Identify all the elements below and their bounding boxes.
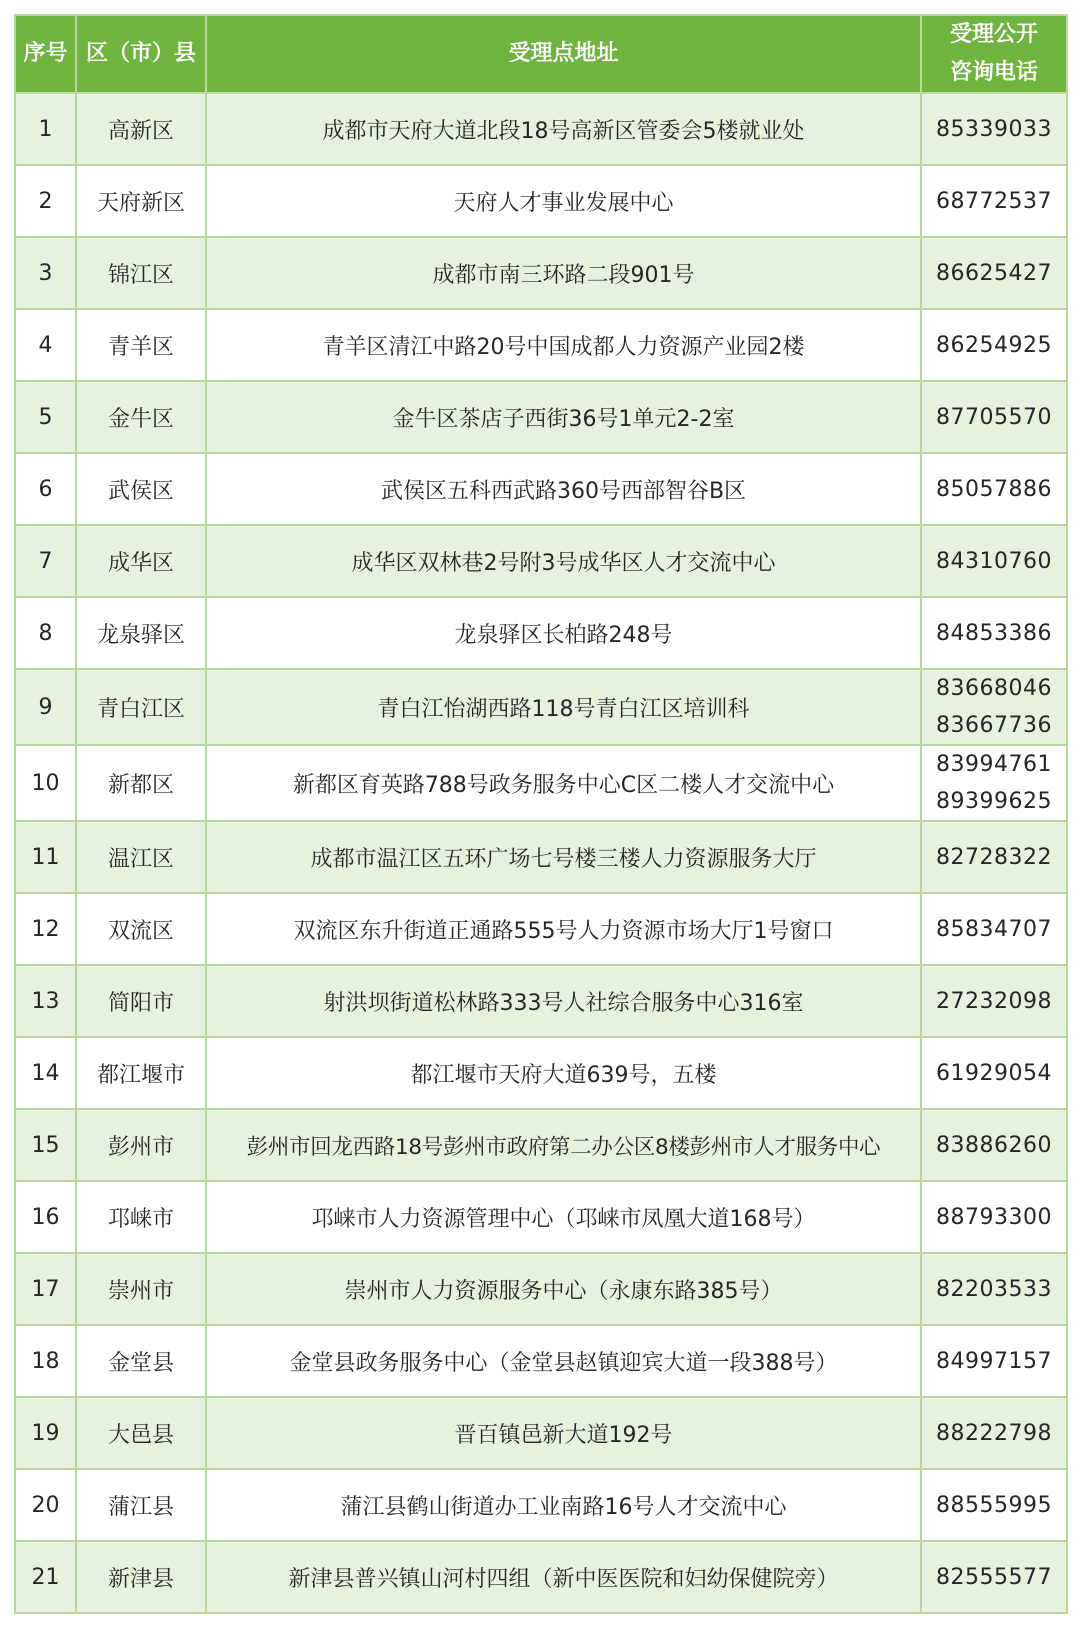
table-row <box>15 1253 1067 1325</box>
row-district: 新津县 <box>76 1541 206 1613</box>
row-address: 武侯区五科西武路360号西部智谷B区 <box>206 453 921 525</box>
row-address: 成华区双林巷2号附3号成华区人才交流中心 <box>206 525 921 597</box>
row-index: 12 <box>15 893 76 965</box>
table-row <box>15 669 1067 745</box>
phone-number: 82203533 <box>936 1276 1052 1302</box>
table-row <box>15 165 1067 237</box>
row-index: 10 <box>15 745 76 821</box>
row-district: 高新区 <box>76 93 206 165</box>
row-index: 14 <box>15 1037 76 1109</box>
phone-number: 83886260 <box>936 1132 1052 1158</box>
phone-number: 87705570 <box>936 404 1052 430</box>
table-row <box>15 93 1067 165</box>
service-points-table <box>14 14 1068 1614</box>
row-phone <box>921 1109 1067 1181</box>
header-phone-line-1: 受理公开 <box>949 22 1038 47</box>
row-index: 6 <box>15 453 76 525</box>
row-index: 17 <box>15 1253 76 1325</box>
row-phone <box>921 1325 1067 1397</box>
row-district: 青白江区 <box>76 669 206 745</box>
row-phone <box>921 165 1067 237</box>
row-district: 天府新区 <box>76 165 206 237</box>
row-address: 射洪坝街道松林路333号人社综合服务中心316室 <box>206 965 921 1037</box>
row-phone <box>921 309 1067 381</box>
phone-number: 86625427 <box>936 260 1052 286</box>
phone-number: 82555577 <box>936 1564 1052 1590</box>
row-phone <box>921 381 1067 453</box>
table-row <box>15 1541 1067 1613</box>
row-address: 金牛区茶店子西街36号1单元2-2室 <box>206 381 921 453</box>
row-address: 天府人才事业发展中心 <box>206 165 921 237</box>
row-phone <box>921 1541 1067 1613</box>
table-row <box>15 893 1067 965</box>
row-index: 19 <box>15 1397 76 1469</box>
table-row <box>15 525 1067 597</box>
row-phone <box>921 597 1067 669</box>
row-phone <box>921 1037 1067 1109</box>
table-row <box>15 965 1067 1037</box>
header-address: 受理点地址 <box>206 15 921 93</box>
row-phone <box>921 1253 1067 1325</box>
row-phone <box>921 525 1067 597</box>
row-address: 成都市天府大道北段18号高新区管委会5楼就业处 <box>206 93 921 165</box>
header-district: 区（市）县 <box>76 15 206 93</box>
phone-number: 83667736 <box>936 713 1052 738</box>
row-address: 双流区东升街道正通路555号人力资源市场大厅1号窗口 <box>206 893 921 965</box>
row-district: 金堂县 <box>76 1325 206 1397</box>
row-phone <box>921 821 1067 893</box>
table-header <box>15 15 1067 93</box>
table-row <box>15 237 1067 309</box>
phone-number: 61929054 <box>936 1060 1052 1086</box>
row-address: 新津县普兴镇山河村四组（新中医医院和妇幼保健院旁） <box>206 1541 921 1613</box>
phone-number: 84310760 <box>936 548 1052 574</box>
row-index: 3 <box>15 237 76 309</box>
row-district: 新都区 <box>76 745 206 821</box>
row-district: 成华区 <box>76 525 206 597</box>
table-row <box>15 1037 1067 1109</box>
row-address: 邛崃市人力资源管理中心（邛崃市凤凰大道168号） <box>206 1181 921 1253</box>
row-index: 11 <box>15 821 76 893</box>
row-phone <box>921 745 1067 821</box>
row-index: 5 <box>15 381 76 453</box>
row-district: 金牛区 <box>76 381 206 453</box>
row-index: 16 <box>15 1181 76 1253</box>
row-index: 8 <box>15 597 76 669</box>
row-index: 21 <box>15 1541 76 1613</box>
row-district: 简阳市 <box>76 965 206 1037</box>
row-address: 彭州市回龙西路18号彭州市政府第二办公区8楼彭州市人才服务中心 <box>206 1109 921 1181</box>
phone-number: 82728322 <box>936 844 1052 870</box>
phone-number: 83668046 <box>936 676 1052 701</box>
table-row <box>15 1397 1067 1469</box>
table-row <box>15 1109 1067 1181</box>
phone-number: 88222798 <box>936 1420 1052 1446</box>
row-district: 蒲江县 <box>76 1469 206 1541</box>
header-phone-line-2: 咨询电话 <box>949 60 1038 85</box>
row-phone <box>921 93 1067 165</box>
row-index: 18 <box>15 1325 76 1397</box>
row-phone <box>921 965 1067 1037</box>
row-phone <box>921 893 1067 965</box>
phone-number: 85834707 <box>936 916 1052 942</box>
row-phone <box>921 1469 1067 1541</box>
row-index: 20 <box>15 1469 76 1541</box>
row-index: 9 <box>15 669 76 745</box>
header-row <box>15 15 1067 93</box>
table-row <box>15 745 1067 821</box>
table-row <box>15 1325 1067 1397</box>
row-district: 大邑县 <box>76 1397 206 1469</box>
row-index: 15 <box>15 1109 76 1181</box>
phone-number: 27232098 <box>936 988 1052 1014</box>
row-index: 4 <box>15 309 76 381</box>
row-address: 金堂县政务服务中心（金堂县赵镇迎宾大道一段388号） <box>206 1325 921 1397</box>
row-address: 成都市温江区五环广场七号楼三楼人力资源服务大厅 <box>206 821 921 893</box>
row-district: 崇州市 <box>76 1253 206 1325</box>
phone-number: 84853386 <box>936 620 1052 646</box>
row-phone <box>921 237 1067 309</box>
service-points-table-container <box>14 14 1066 1614</box>
row-district: 龙泉驿区 <box>76 597 206 669</box>
row-address: 崇州市人力资源服务中心（永康东路385号） <box>206 1253 921 1325</box>
table-row <box>15 1181 1067 1253</box>
table-body <box>15 93 1067 1613</box>
row-index: 2 <box>15 165 76 237</box>
row-address: 都江堰市天府大道639号，五楼 <box>206 1037 921 1109</box>
row-phone <box>921 1181 1067 1253</box>
header-phone <box>921 15 1067 93</box>
header-index: 序号 <box>15 15 76 93</box>
row-district: 双流区 <box>76 893 206 965</box>
table-row <box>15 381 1067 453</box>
phone-number: 83994761 <box>936 752 1052 777</box>
row-index: 13 <box>15 965 76 1037</box>
phone-number: 85339033 <box>936 116 1052 142</box>
phone-number: 84997157 <box>936 1348 1052 1374</box>
row-district: 青羊区 <box>76 309 206 381</box>
row-district: 彭州市 <box>76 1109 206 1181</box>
phone-number: 85057886 <box>936 476 1052 502</box>
row-address: 蒲江县鹤山街道办工业南路16号人才交流中心 <box>206 1469 921 1541</box>
row-district: 都江堰市 <box>76 1037 206 1109</box>
row-index: 7 <box>15 525 76 597</box>
row-address: 青白江怡湖西路118号青白江区培训科 <box>206 669 921 745</box>
row-address: 龙泉驿区长柏路248号 <box>206 597 921 669</box>
phone-number: 86254925 <box>936 332 1052 358</box>
row-address: 青羊区清江中路20号中国成都人力资源产业园2楼 <box>206 309 921 381</box>
row-phone <box>921 1397 1067 1469</box>
row-address: 新都区育英路788号政务服务中心C区二楼人才交流中心 <box>206 745 921 821</box>
table-row <box>15 597 1067 669</box>
row-district: 武侯区 <box>76 453 206 525</box>
table-row <box>15 1469 1067 1541</box>
table-row <box>15 309 1067 381</box>
phone-number: 88793300 <box>936 1204 1052 1230</box>
row-phone <box>921 669 1067 745</box>
table-row <box>15 821 1067 893</box>
row-district: 温江区 <box>76 821 206 893</box>
row-address: 晋百镇邑新大道192号 <box>206 1397 921 1469</box>
row-address: 成都市南三环路二段901号 <box>206 237 921 309</box>
row-district: 锦江区 <box>76 237 206 309</box>
phone-number: 88555995 <box>936 1492 1052 1518</box>
row-phone <box>921 453 1067 525</box>
phone-number: 89399625 <box>936 789 1052 814</box>
table-row <box>15 453 1067 525</box>
phone-number: 68772537 <box>936 188 1052 214</box>
row-index: 1 <box>15 93 76 165</box>
row-district: 邛崃市 <box>76 1181 206 1253</box>
